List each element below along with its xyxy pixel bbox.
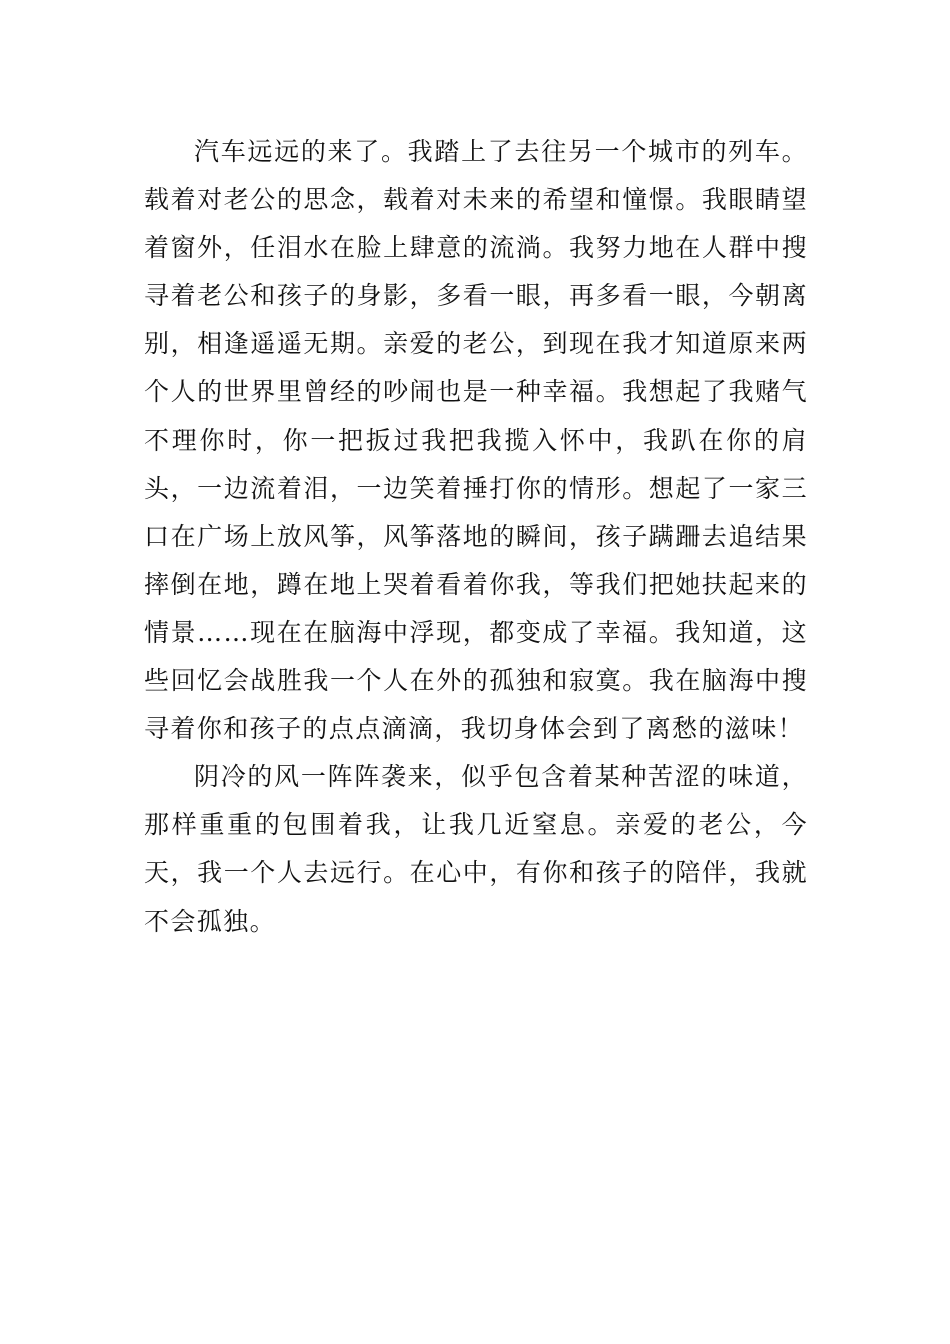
document-body xyxy=(144,128,808,946)
paragraph-2: 阴冷的风一阵阵袭来，似乎包含着某种苦涩的味道，那样重重的包围着我，让我几近窒息。亲爱的老公，今天，我一个人去远行。在心中，有你和孩子的陪伴，我就不会孤独。 xyxy=(144,762,808,936)
paragraph-1: 汽车远远的来了。我踏上了去往另一个城市的列车。载着对老公的思念，载着对未来的希望和憧憬。我眼睛望着窗外，任泪水在脸上肆意的流淌。我努力地在人群中搜寻着老公和孩子的身影，多看一眼，再多看一眼，今朝离别，相逢遥遥无期。亲爱的老公，到现在我才知道原来两个人的世界里曾经的吵闹也是一种幸福。我想起了我赌气不理你时，你一把扳过我把我揽入怀中，我趴在你的肩头，一边流着泪，一边笑着捶打你的情形。想起了一家三口在广场上放风筝，风筝落地的瞬间，孩子蹒跚去追结果摔倒在地，蹲在地上哭着看着你我，等我们把她扶起来的情景……现在在脑海中浮现，都变成了幸福。我知道，这些回忆会战胜我一个人在外的孤独和寂寞。我在脑海中搜寻着你和孩子的点点滴滴，我切身体会到了离愁的滋味！ xyxy=(144,137,808,744)
